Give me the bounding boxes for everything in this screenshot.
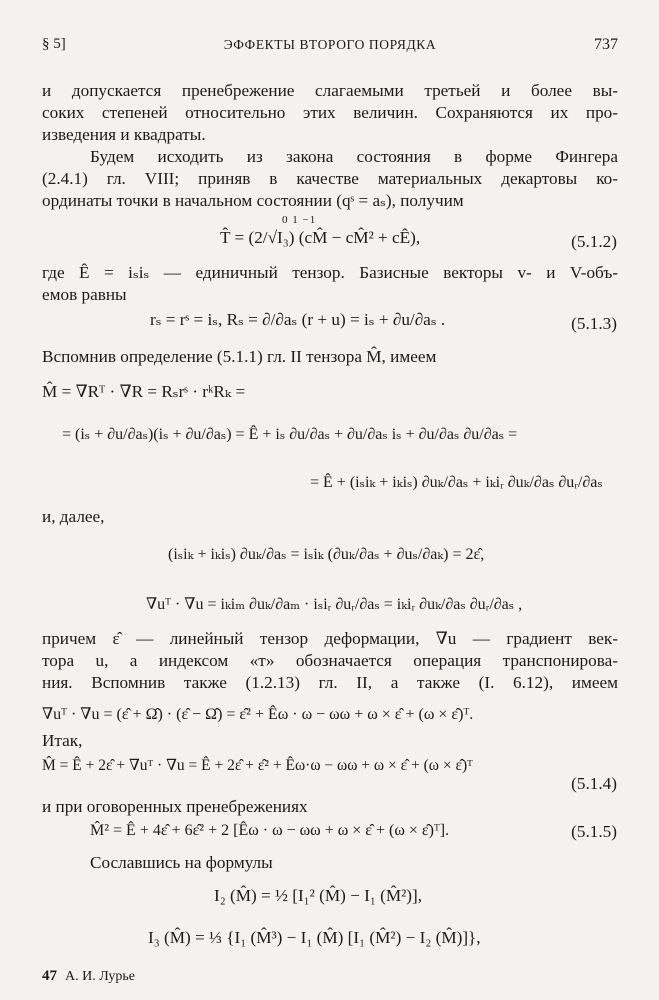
equation-accents: 0 1 −1	[282, 214, 317, 226]
running-header	[42, 36, 618, 56]
text-line: тора u, а индексом «т» обозначается операция транспонирова-	[42, 651, 618, 670]
text-line: Итак,	[42, 731, 83, 750]
equation-number: (5.1.3)	[571, 314, 617, 333]
page-footer	[42, 968, 135, 985]
text-line: и допускается пренебрежение слагаемыми третьей и более вы-	[42, 81, 618, 100]
text-line: ординаты точки в начальном состоянии (qˢ = aₛ), получим	[42, 191, 464, 210]
equation: I₃ (M̂) = ⅓ {I₁ (M̂³) − I₁ (M̂) [I₁ (M̂²) − I₂ (M̂)]},	[148, 928, 481, 947]
equation: ∇uᵀ · ∇u = (ε̂ + Ω̂) · (ε̂ − Ω̂) = ε̂² + Êω · ω − ωω + ω × ε̂ + (ω × ε̂)ᵀ.	[42, 706, 474, 723]
text-line: соких степеней относительно этих величин. Сохраняются их про-	[42, 103, 618, 122]
section-label: § 5]	[42, 36, 66, 52]
text-line: емов равны	[42, 285, 127, 304]
equation: = (iₛ + ∂u/∂aₛ)(iₛ + ∂u/∂aₛ) = Ê + iₛ ∂u/∂aₛ + ∂u/∂aₛ iₛ + ∂u/∂aₛ ∂u/∂aₛ =	[62, 426, 518, 443]
text-line: и при оговоренных пренебрежениях	[42, 797, 308, 816]
text-line: изведения и квадраты.	[42, 125, 206, 144]
equation: = Ê + (iₛiₖ + iₖiₛ) ∂uₖ/∂aₛ + iₖiᵣ ∂uₖ/∂aₛ ∂uᵣ/∂aₛ	[310, 474, 603, 491]
page-number: 737	[594, 36, 618, 53]
text-line: ния. Вспомнив также (1.2.13) гл. II, а также (I. 6.12), имеем	[42, 673, 618, 692]
equation: I₂ (M̂) = ½ [I₁² (M̂) − I₁ (M̂²)],	[214, 886, 423, 905]
equation-number: (5.1.4)	[571, 774, 617, 793]
signature-mark: 47	[42, 968, 57, 984]
equation-number: (5.1.2)	[571, 232, 617, 251]
text-line: причем ε̂ — линейный тензор деформации, ∇u — градиент век-	[42, 629, 618, 648]
equation: rₛ = rˢ = iₛ, Rₛ = ∂/∂aₛ (r + u) = iₛ + ∂u/∂aₛ .	[150, 310, 446, 329]
running-title: ЭФФЕКТЫ ВТОРОГО ПОРЯДКА	[223, 37, 437, 52]
text-line: где Ê = iₛiₛ — единичный тензор. Базисные векторы v- и V-объ-	[42, 263, 618, 282]
author-name: А. И. Лурье	[65, 969, 135, 984]
text-line: Будем исходить из закона состояния в форме Фингера	[90, 147, 618, 166]
equation: ∇uᵀ · ∇u = iₖiₘ ∂uₖ/∂aₘ · iₛiᵣ ∂uᵣ/∂aₛ = iₖiᵣ ∂uₖ/∂aₛ ∂uᵣ/∂aₛ ,	[146, 596, 523, 613]
equation: M̂ = ∇Rᵀ · ∇R = Rₛrˢ · rᵏRₖ =	[42, 382, 246, 401]
text-line: Вспомнив определение (5.1.1) гл. II тензора M̂, имеем	[42, 347, 437, 366]
text-line: и, далее,	[42, 507, 105, 526]
equation: M̂² = Ê + 4ε̂ + 6ε̂² + 2 [Êω · ω − ωω + ω × ε̂ + (ω × ε̂)ᵀ].	[90, 822, 450, 839]
equation: M̂ = Ê + 2ε̂ + ∇uᵀ · ∇u = Ê + 2ε̂ + ε̂² + Êω·ω − ωω + ω × ε̂ + (ω × ε̂)ᵀ	[42, 757, 473, 774]
text-line: (2.4.1) гл. VIII; приняв в качестве материальных декартовы ко-	[42, 169, 618, 188]
equation-number: (5.1.5)	[571, 822, 617, 841]
equation: (iₛiₖ + iₖiₛ) ∂uₖ/∂aₛ = iₛiₖ (∂uₖ/∂aₛ + ∂uₛ/∂aₖ) = 2ε̂,	[168, 546, 485, 563]
text-line: Сославшись на формулы	[90, 853, 273, 872]
equation: T̂ = (2/√I₃) (cM̂ − cM̂² + cÊ),	[220, 228, 421, 247]
